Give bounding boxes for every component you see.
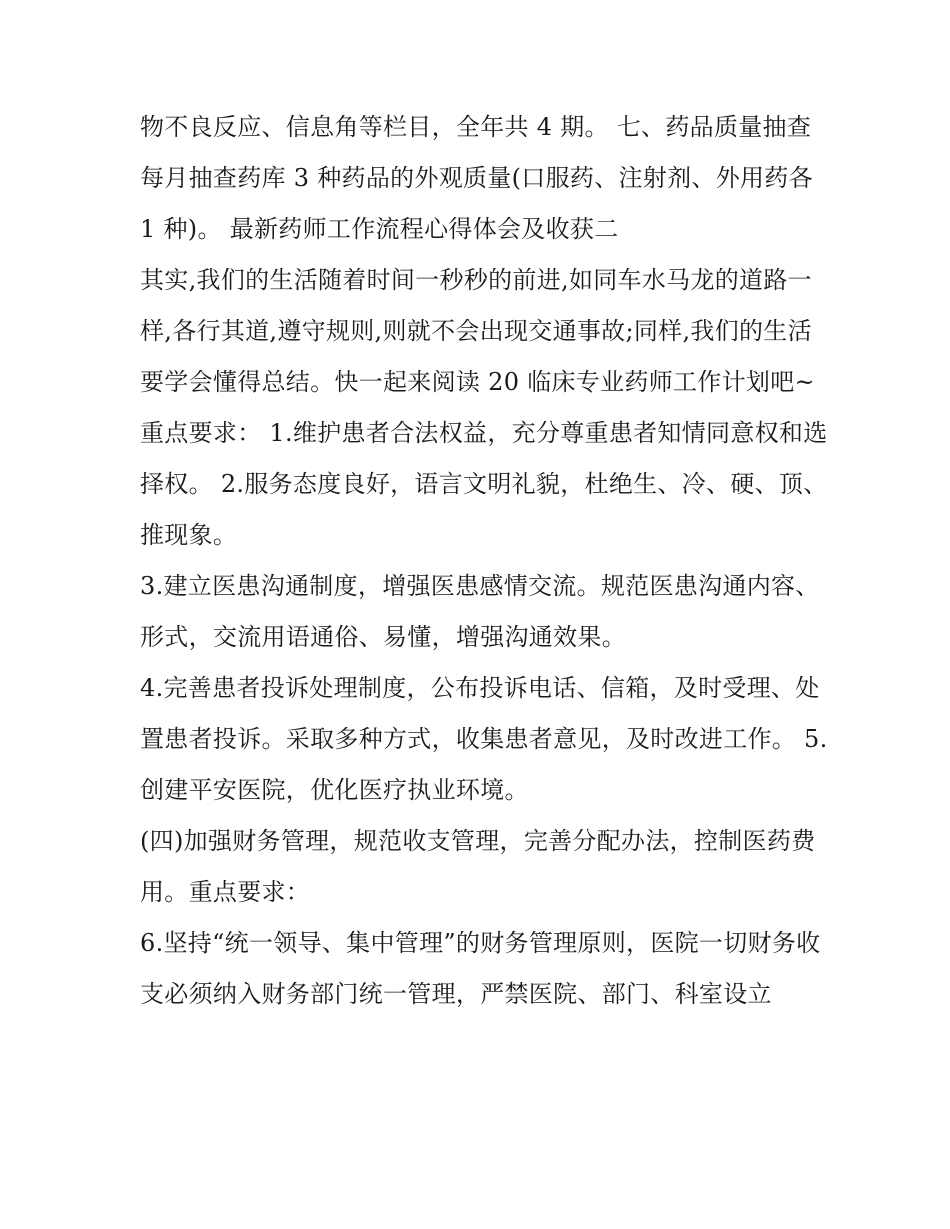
- paragraph-8: 6.坚持“统一领导、集中管理”的财务管理原则，医院一切财务收支必须纳入财务部门统一管理，严禁医院、部门、科室设立: [140, 929, 821, 1008]
- paragraph-6: 4.完善患者投诉处理制度，公布投诉电话、信箱，及时受理、处置患者投诉。采取多种方式，收集患者意见，及时改进工作。 5.创建平安医院，优化医疗执业环境。: [140, 674, 828, 804]
- paragraph-1: 物不良反应、信息角等栏目，全年共 4 期。 七、药品质量抽查: [140, 113, 812, 141]
- paragraph-3: 其实,我们的生活随着时间一秒秒的前进,如同车水马龙的道路一样,各行其道,遵守规则,则就不会出现交通事故;同样,我们的生活要学会懂得总结。快一起来阅读 20 临床专业药师工作计划吧~: [140, 266, 815, 396]
- paragraph-2: 每月抽查药库 3 种药品的外观质量(口服药、注射剂、外用药各 1 种)。 最新药师工作流程心得体会及收获二: [140, 164, 821, 243]
- paragraph-7: (四)加强财务管理，规范收支管理，完善分配办法，控制医药费用。重点要求：: [140, 827, 816, 906]
- paragraph-4: 重点要求： 1.维护患者合法权益，充分尊重患者知情同意权和选择权。 2.服务态度良好，语言文明礼貌，杜绝生、冷、硬、顶、推现象。: [140, 419, 828, 549]
- paragraph-5: 3.建立医患沟通制度，增强医患感情交流。规范医患沟通内容、形式，交流用语通俗、易懂，增强沟通效果。: [140, 572, 820, 651]
- document-body: [140, 102, 830, 1020]
